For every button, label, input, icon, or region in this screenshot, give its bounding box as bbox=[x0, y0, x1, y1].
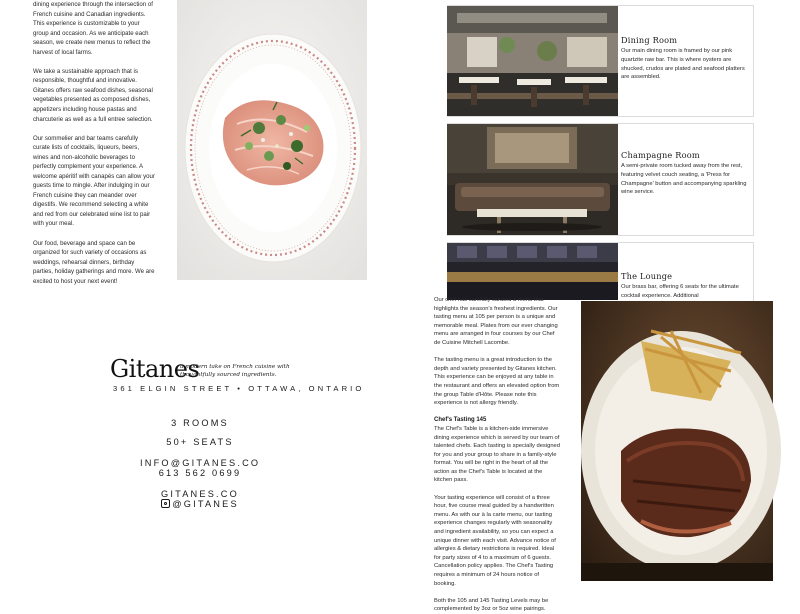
left-text-column bbox=[33, 0, 155, 296]
dining-room-description: Our main dining room is framed by our pink quartzite raw bar. This is where oysters are shucked, crudos are plated and seafood platters are assembled. bbox=[621, 48, 745, 81]
intro-paragraph: dining experience through the intersection of French cuisine and Canadian ingredients. This experience is customizable to your group and occasion. As we anticipate each season, we create new menus to reflect the harvest of local farms. bbox=[33, 1, 153, 56]
lounge-card bbox=[621, 271, 753, 300]
instagram-icon bbox=[161, 499, 170, 508]
contact-phone[interactable]: 613 562 0699 bbox=[158, 468, 242, 478]
crudo-plate-photo bbox=[177, 0, 367, 280]
sustainability-paragraph: We take a sustainable approach that is responsible, thoughtful and innovative. Gitanes offers raw seafood dishes, seasonal vegetables presented as composed dishes, appetizers including house pastas and charcuterie as well as a full entree selection. bbox=[33, 67, 153, 123]
steak-dish-photo bbox=[581, 301, 773, 581]
gitanes-wordmark: Gitanes bbox=[110, 355, 200, 383]
champagne-room-card bbox=[621, 150, 753, 197]
dining-room-title: Dining Room bbox=[621, 35, 678, 45]
tasting-details-paragraph: The tasting menu is a great introduction to the depth and variety presented by Gitanes kitchen. This experience can be enjoyed at any table in the restaurant and offers an elevated option from the group Table d'Hôte. Please note this experience is not allergy friendly. bbox=[434, 357, 560, 407]
tasting-menu-column bbox=[434, 297, 560, 613]
beverage-paragraph: Our sommelier and bar teams carefully curate lists of cocktails, liqueurs, beers, wines and non-alcoholic beverages to perfectly complement your experience. A welcome apéritif with canapés can allow your guests time to mingle. After indulging in our French cuisine they can meander over digestifs. We recommend selecting a white and red from our celebrated wine list to pair with your meal. bbox=[33, 134, 155, 228]
chefs-tasting-heading: Chef's Tasting 145 bbox=[434, 417, 487, 424]
instagram-handle[interactable] bbox=[140, 498, 260, 510]
lounge-description: Our brass bar, offering 6 seats for the ultimate cocktail experience. Additional bbox=[621, 284, 739, 299]
wine-pairing-paragraph: Both the 105 and 145 Tasting Levels may be complemented by 3oz or 5oz wine pairings. bbox=[434, 597, 549, 613]
tasting-experience-paragraph: Your tasting experience will consist of a three hour, five course meal guided by a handwritten menu. As with our à la carte menu, our tasting experience changes regularly with seasonality and ingredient availability, so you can expect a unique dinner with each visit. Advance notice of allergies & dietary restrictions is required. Ideal for party sizes of 4 to a maximum of 6 guests. Cancellation policy applies. The Chef's Tasting requires a minimum of 24 hours notice of booking. bbox=[434, 494, 556, 587]
brand-tagline: a modern take on French cuisine with thoughtfully sourced ingredients. bbox=[180, 364, 290, 378]
chefs-table-paragraph: The Chef's Table is a kitchen-side immersive dining experience which is served by our team of talented chefs. Each tasting is specially designed for you and your group to share in a family-style format. You will be right in the heart of all the action as the Chef's Table is located at the kitchen pass. bbox=[434, 425, 560, 484]
brand-block bbox=[110, 355, 310, 383]
champagne-room-description: A semi-private room tucked away from the rest, featuring velvet couch seating, a 'Press for Champagne' button and accompanying sparkling wine service. bbox=[621, 163, 747, 196]
events-paragraph: Our food, beverage and space can be organized for such variety of occasions as weddings, rehearsal dinners, birthday parties, holiday gatherings and more. We are excited to host your next event! bbox=[33, 239, 155, 285]
restaurant-address: 361 ELGIN STREET • OTTAWA, ONTARIO bbox=[113, 384, 365, 393]
tasting-intro-paragraph: Our chef has carefully curated a menu that highlights the season's freshest ingredients. Our tasting menu at 105 per person is a unique and memorable meal. Plates from our ever changing menu are arranged in four courses by our Chef de Cuisine Mitchell Lacombe. bbox=[434, 297, 558, 346]
website-link[interactable]: GITANES.CO bbox=[161, 489, 239, 499]
champagne-room-title: Champagne Room bbox=[621, 150, 700, 160]
instagram-handle-text: @GITANES bbox=[172, 499, 239, 509]
room-count: 3 ROOMS bbox=[171, 418, 229, 428]
contact-email[interactable]: INFO@GITANES.CO bbox=[140, 458, 261, 468]
seat-count: 50+ SEATS bbox=[166, 437, 234, 447]
lounge-title: The Lounge bbox=[621, 271, 673, 281]
dining-room-card bbox=[621, 35, 753, 82]
